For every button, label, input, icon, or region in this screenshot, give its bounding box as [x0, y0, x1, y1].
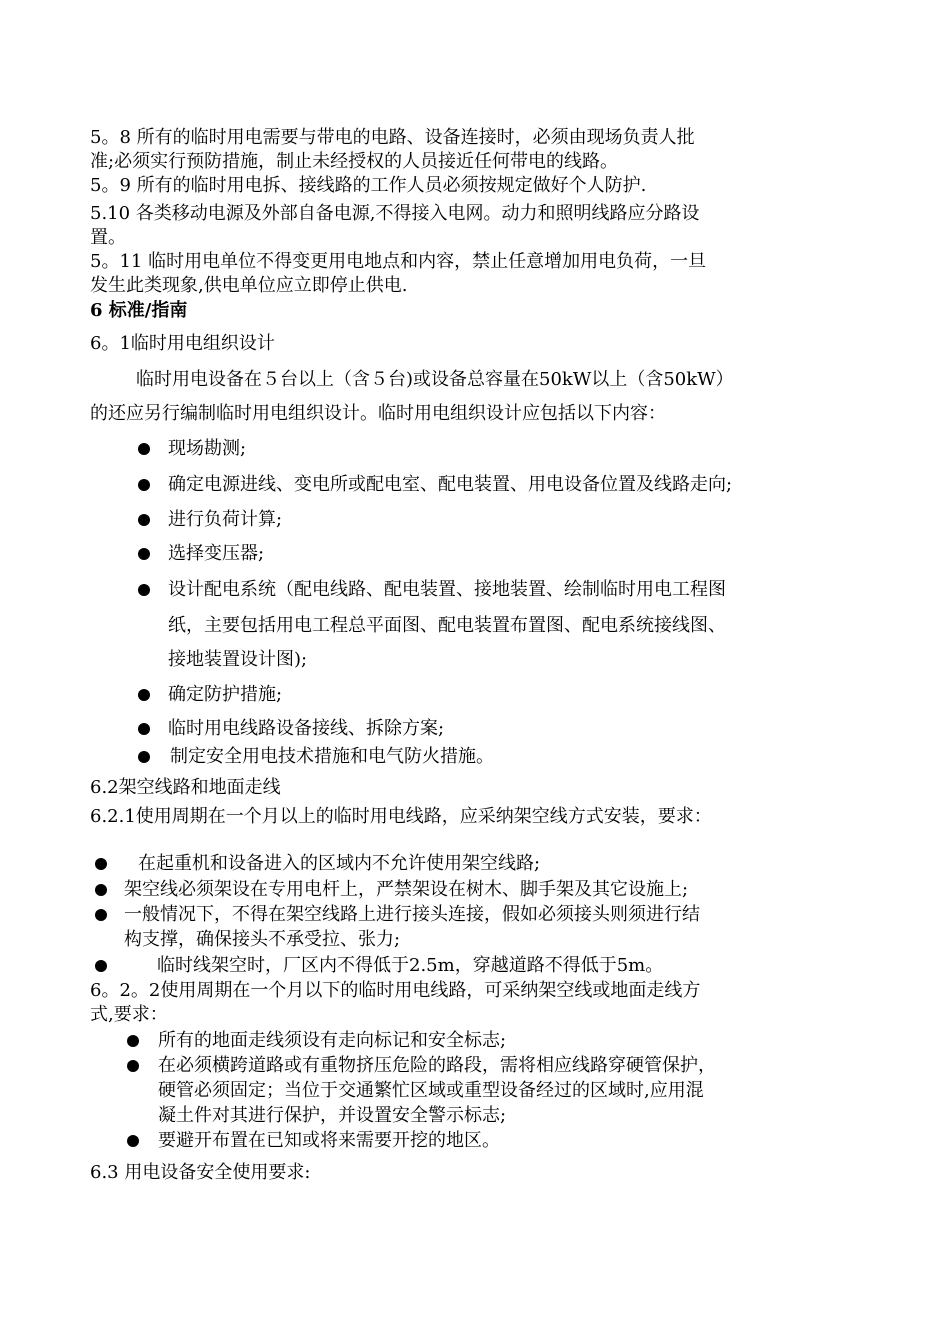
list-item: 所有的地面走线须设有走向标记和安全标志; — [158, 1030, 507, 1051]
bullet-icon — [138, 689, 150, 701]
list-item: 在必须横跨道路或有重物挤压危险的路段，需将相应线路穿硬管保护， — [158, 1055, 716, 1076]
para-5-8-line2: 准;必须实行预防措施，制止未经授权的人员接近任何带电的线路。 — [90, 151, 619, 172]
para-6-2-2-line1: 6。2。2使用周期在一个月以下的临时用电线路，可采纳架空线或地面走线方 — [90, 980, 701, 1001]
heading-6-2: 6.2架空线路和地面走线 — [90, 777, 281, 798]
list-item-continuation: 硬管必须固定；当位于交通繁忙区域或重型设备经过的区域时,应用混 — [158, 1080, 704, 1101]
bullet-icon — [95, 858, 107, 870]
bullet-icon — [127, 1135, 139, 1147]
para-6-2-1: 6.2.1使用周期在一个月以上的临时用电线路，应采纳架空线方式安装，要求： — [90, 806, 712, 827]
list-item: 一般情况下，不得在架空线路上进行接头连接，假如必须接头则须进行结 — [124, 904, 700, 925]
list-item: 在起重机和设备进入的区域内不允许使用架空线路; — [138, 853, 541, 874]
para-5-9: 5。9 所有的临时用电拆、接线路的工作人员必须按规定做好个人防护. — [90, 175, 647, 196]
bullet-icon — [127, 1060, 139, 1072]
para-5-8-line1: 5。8 所有的临时用电需要与带电的电路、设备连接时，必须由现场负责人批 — [90, 127, 695, 148]
list-item: 架空线必须架设在专用电杆上，严禁架设在树木、脚手架及其它设施上; — [124, 879, 689, 900]
para-6-1-line2: 的还应另行编制临时用电组织设计。临时用电组织设计应包括以下内容： — [90, 403, 666, 424]
list-item-continuation: 凝土件对其进行保护，并设置安全警示标志; — [158, 1105, 507, 1126]
bullet-icon — [138, 479, 150, 491]
heading-6-3: 6.3 用电设备安全使用要求: — [90, 1162, 311, 1183]
para-5-10-line1: 5.10 各类移动电源及外部自备电源,不得接入电网。动力和照明线路应分路设 — [90, 203, 700, 224]
list-item: 要避开布置在已知或将来需要开挖的地区。 — [158, 1130, 500, 1151]
list-item: 临时线架空时，厂区内不得低于2.5m，穿越道路不得低于5m。 — [157, 955, 664, 976]
bullet-icon — [138, 723, 150, 735]
bullet-icon — [95, 909, 107, 921]
bullet-icon — [95, 960, 107, 972]
para-5-11-line1: 5。11 临时用电单位不得变更用电地点和内容，禁止任意增加用电负荷，一旦 — [90, 251, 707, 272]
bullet-icon — [138, 548, 150, 560]
list-item: 设计配电系统（配电线路、配电装置、接地装置、绘制临时用电工程图 — [168, 579, 726, 600]
list-item: 临时用电线路设备接线、拆除方案; — [168, 718, 445, 739]
list-item-continuation: 构支撑，确保接头不承受拉、张力; — [124, 929, 401, 950]
list-item: 现场勘测; — [168, 438, 247, 459]
bullet-icon — [138, 514, 150, 526]
para-5-11-line2: 发生此类现象,供电单位应立即停止供电. — [90, 275, 408, 296]
list-item: 进行负荷计算; — [168, 509, 283, 530]
bullet-icon — [95, 884, 107, 896]
list-item: 确定防护措施; — [168, 684, 283, 705]
list-item: 选择变压器; — [168, 543, 265, 564]
list-item-continuation: 纸，主要包括用电工程总平面图、配电装置布置图、配电系统接线图、 — [168, 615, 726, 636]
bullet-icon — [138, 751, 150, 763]
para-5-10-line2: 置。 — [90, 227, 126, 248]
heading-6-1: 6。1临时用电组织设计 — [90, 333, 275, 354]
bullet-icon — [127, 1035, 139, 1047]
section-6-heading: 6 标准/指南 — [90, 300, 188, 321]
list-item: 确定电源进线、变电所或配电室、配电装置、用电设备位置及线路走向; — [168, 474, 733, 495]
para-6-1-line1: 临时用电设备在５台以上（含５台)或设备总容量在50kW以上（含50kW） — [136, 369, 734, 390]
bullet-icon — [138, 443, 150, 455]
para-6-2-2-line2: 式,要求： — [90, 1004, 168, 1025]
bullet-icon — [138, 584, 150, 596]
list-item: 制定安全用电技术措施和电气防火措施。 — [170, 746, 494, 767]
list-item-continuation: 接地装置设计图); — [168, 649, 308, 670]
